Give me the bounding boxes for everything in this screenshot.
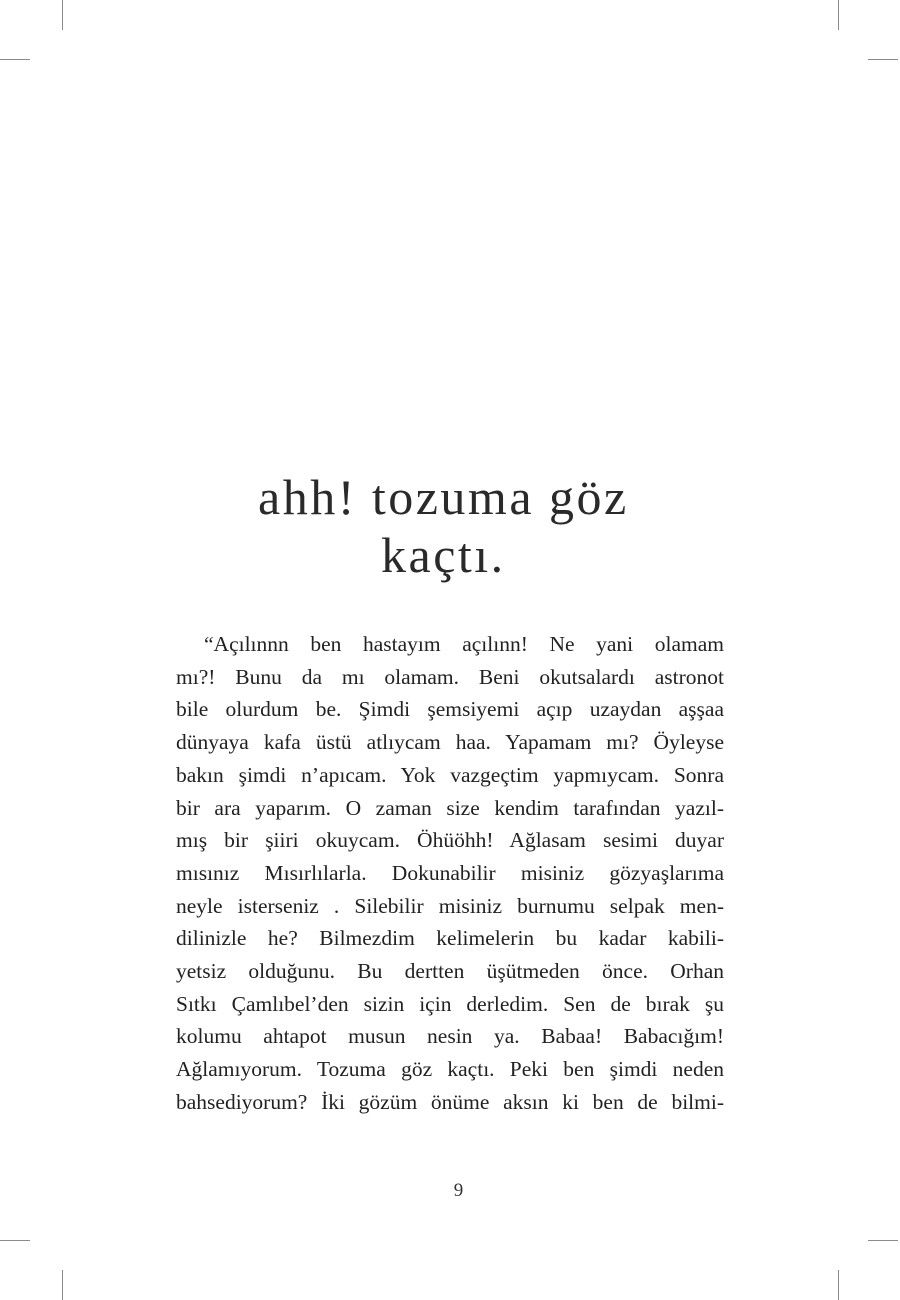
page-number: 9 xyxy=(453,1180,464,1201)
paragraph-line: mısınız Mısırlılarla. Dokunabilir misiniz gözyaşlarıma xyxy=(176,860,724,885)
paragraph-line: mış bir şiiri okuycam. Öhüöhh! Ağlasam sesimi duyar xyxy=(176,828,724,853)
paragraph-line: kolumu ahtapot musun nesin ya. Babaa! Babacığım! xyxy=(176,1024,724,1049)
crop-mark-top-left xyxy=(62,0,63,30)
crop-mark-bottom-left-horizontal xyxy=(0,1240,30,1241)
paragraph-line: bile olurdum be. Şimdi şemsiyemi açıp uzaydan aşşaa xyxy=(176,697,724,722)
body-paragraph xyxy=(176,628,724,1119)
crop-mark-bottom-right xyxy=(838,1270,839,1300)
paragraph-line: bahsediyorum? İki gözüm önüme aksın ki ben de bilmi- xyxy=(176,1089,724,1114)
crop-mark-top-right xyxy=(838,0,839,30)
paragraph-line: dünyaya kafa üstü atlıycam haa. Yapamam mı? Öyleyse xyxy=(176,730,724,755)
crop-mark-top-left-horizontal xyxy=(0,59,30,60)
paragraph-line: mı?! Bunu da mı olamam. Beni okutsalardı astronot xyxy=(176,664,724,689)
paragraph-line: yetsiz olduğunu. Bu dertten üşütmeden önce. Orhan xyxy=(176,959,724,984)
paragraph-line: neyle isterseniz . Silebilir misiniz burnumu selpak men- xyxy=(176,893,724,918)
crop-mark-top-right-horizontal xyxy=(868,59,898,60)
paragraph-line: Ağlamıyorum. Tozuma göz kaçtı. Peki ben şimdi neden xyxy=(176,1057,724,1082)
crop-mark-bottom-right-horizontal xyxy=(868,1240,898,1241)
paragraph-line: bakın şimdi n’apıcam. Yok vazgeçtim yapmıycam. Sonra xyxy=(176,762,724,787)
chapter-title xyxy=(0,468,900,584)
paragraph-line: bir ara yaparım. O zaman size kendim tarafından yazıl- xyxy=(176,795,724,820)
chapter-title-line-1: ahh! tozuma göz xyxy=(258,469,629,525)
paragraph-line: Sıtkı Çamlıbel’den sizin için derledim. Sen de bırak şu xyxy=(176,991,724,1016)
crop-mark-bottom-left xyxy=(62,1270,63,1300)
paragraph-line: “Açılınnn ben hastayım açılınn! Ne yani olamam xyxy=(204,632,724,656)
paragraph-line: dilinizle he? Bilmezdim kelimelerin bu kadar kabili- xyxy=(176,926,724,951)
chapter-title-line-2: kaçtı. xyxy=(381,527,506,583)
